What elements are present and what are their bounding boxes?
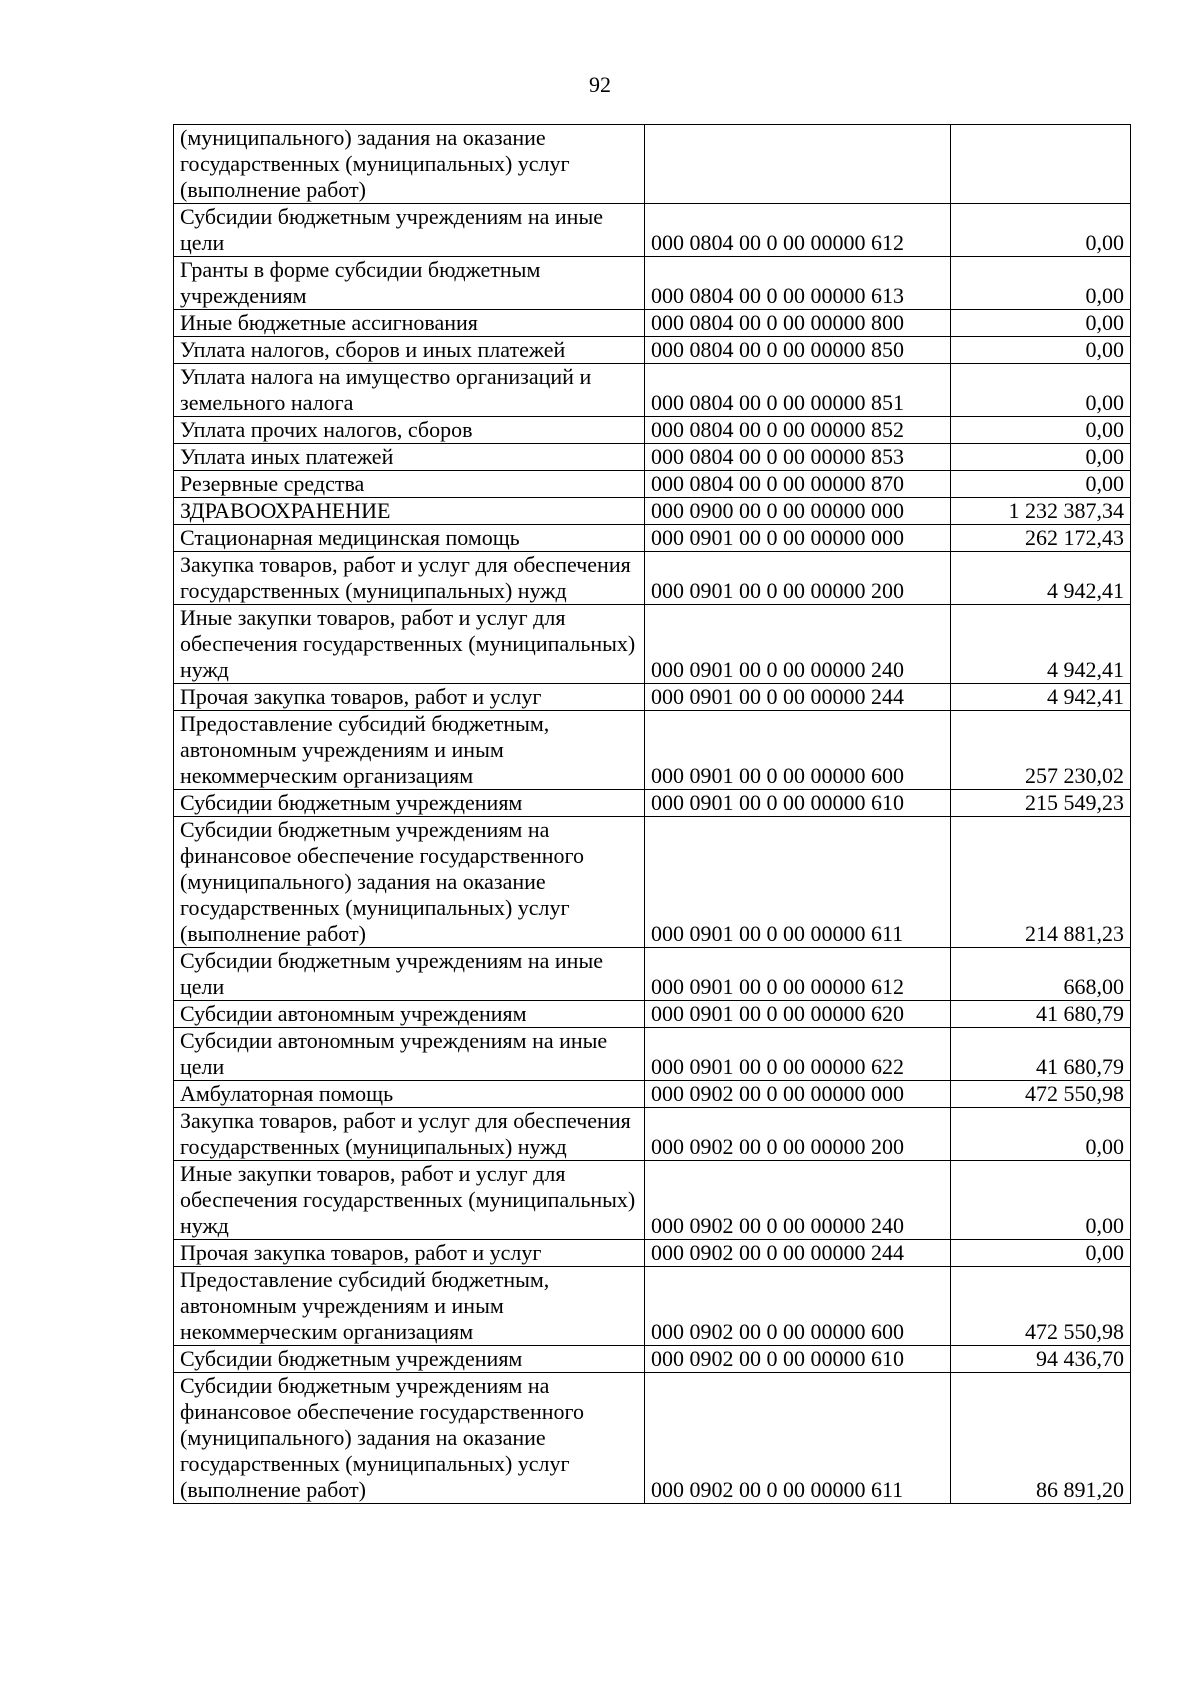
row-code-cell: 000 0804 00 0 00 00000 853 xyxy=(645,444,951,471)
row-code-cell: 000 0901 00 0 00 00000 600 xyxy=(645,711,951,790)
row-name-cell: Стационарная медицинская помощь xyxy=(174,525,645,552)
row-code-cell: 000 0901 00 0 00 00000 200 xyxy=(645,552,951,605)
row-amount-cell xyxy=(951,125,1131,204)
row-amount-cell: 94 436,70 xyxy=(951,1346,1131,1373)
row-amount-cell: 257 230,02 xyxy=(951,711,1131,790)
row-amount-cell: 4 942,41 xyxy=(951,684,1131,711)
table-row xyxy=(174,1346,1131,1373)
row-name-cell: Субсидии бюджетным учреждениям на финансовое обеспечение государственного (муниципального) задания на оказание государственных (муниципальных) услуг (выполнение работ) xyxy=(174,817,645,948)
table-row xyxy=(174,1001,1131,1028)
row-code-cell: 000 0902 00 0 00 00000 000 xyxy=(645,1081,951,1108)
table-row xyxy=(174,711,1131,790)
table-row xyxy=(174,948,1131,1001)
budget-table-body xyxy=(174,125,1131,1504)
table-row xyxy=(174,605,1131,684)
row-amount-cell: 4 942,41 xyxy=(951,552,1131,605)
table-row xyxy=(174,1028,1131,1081)
row-code-cell: 000 0901 00 0 00 00000 000 xyxy=(645,525,951,552)
row-name-cell: Прочая закупка товаров, работ и услуг xyxy=(174,1240,645,1267)
row-code-cell: 000 0902 00 0 00 00000 244 xyxy=(645,1240,951,1267)
table-row xyxy=(174,1240,1131,1267)
row-amount-cell: 0,00 xyxy=(951,1240,1131,1267)
row-amount-cell: 0,00 xyxy=(951,471,1131,498)
row-code-cell: 000 0901 00 0 00 00000 611 xyxy=(645,817,951,948)
table-row xyxy=(174,1267,1131,1346)
row-name-cell: Резервные средства xyxy=(174,471,645,498)
row-name-cell: Амбулаторная помощь xyxy=(174,1081,645,1108)
row-amount-cell: 0,00 xyxy=(951,204,1131,257)
row-name-cell: Прочая закупка товаров, работ и услуг xyxy=(174,684,645,711)
row-name-cell: Уплата налогов, сборов и иных платежей xyxy=(174,337,645,364)
row-amount-cell: 41 680,79 xyxy=(951,1028,1131,1081)
row-name-cell: Субсидии автономным учреждениям xyxy=(174,1001,645,1028)
row-name-cell: Уплата налога на имущество организаций и земельного налога xyxy=(174,364,645,417)
row-amount-cell: 0,00 xyxy=(951,310,1131,337)
table-row xyxy=(174,417,1131,444)
row-code-cell: 000 0902 00 0 00 00000 600 xyxy=(645,1267,951,1346)
table-row xyxy=(174,310,1131,337)
table-row xyxy=(174,337,1131,364)
table-row xyxy=(174,498,1131,525)
row-amount-cell: 1 232 387,34 xyxy=(951,498,1131,525)
row-name-cell: Субсидии бюджетным учреждениям xyxy=(174,790,645,817)
row-code-cell: 000 0901 00 0 00 00000 244 xyxy=(645,684,951,711)
row-amount-cell: 0,00 xyxy=(951,337,1131,364)
row-code-cell: 000 0902 00 0 00 00000 200 xyxy=(645,1108,951,1161)
row-name-cell: Закупка товаров, работ и услуг для обеспечения государственных (муниципальных) нужд xyxy=(174,552,645,605)
table-row xyxy=(174,684,1131,711)
row-code-cell: 000 0901 00 0 00 00000 610 xyxy=(645,790,951,817)
row-name-cell: Уплата прочих налогов, сборов xyxy=(174,417,645,444)
budget-table xyxy=(173,124,1131,1504)
row-code-cell: 000 0900 00 0 00 00000 000 xyxy=(645,498,951,525)
row-amount-cell: 214 881,23 xyxy=(951,817,1131,948)
row-amount-cell: 472 550,98 xyxy=(951,1267,1131,1346)
row-name-cell: Гранты в форме субсидии бюджетным учреждениям xyxy=(174,257,645,310)
table-row xyxy=(174,1081,1131,1108)
row-code-cell: 000 0804 00 0 00 00000 612 xyxy=(645,204,951,257)
row-name-cell: Иные закупки товаров, работ и услуг для обеспечения государственных (муниципальных) нужд xyxy=(174,1161,645,1240)
row-code-cell: 000 0902 00 0 00 00000 610 xyxy=(645,1346,951,1373)
row-amount-cell: 0,00 xyxy=(951,417,1131,444)
table-row xyxy=(174,817,1131,948)
row-code-cell: 000 0804 00 0 00 00000 613 xyxy=(645,257,951,310)
row-code-cell: 000 0804 00 0 00 00000 851 xyxy=(645,364,951,417)
row-amount-cell: 41 680,79 xyxy=(951,1001,1131,1028)
table-row xyxy=(174,204,1131,257)
table-row xyxy=(174,552,1131,605)
row-name-cell: Предоставление субсидий бюджетным, автономным учреждениям и иным некоммерческим организациям xyxy=(174,711,645,790)
table-row xyxy=(174,125,1131,204)
table-row xyxy=(174,471,1131,498)
table-row xyxy=(174,257,1131,310)
row-name-cell: ЗДРАВООХРАНЕНИЕ xyxy=(174,498,645,525)
row-name-cell: Иные бюджетные ассигнования xyxy=(174,310,645,337)
row-code-cell: 000 0901 00 0 00 00000 612 xyxy=(645,948,951,1001)
row-amount-cell: 0,00 xyxy=(951,1108,1131,1161)
row-name-cell: Закупка товаров, работ и услуг для обеспечения государственных (муниципальных) нужд xyxy=(174,1108,645,1161)
row-code-cell: 000 0804 00 0 00 00000 800 xyxy=(645,310,951,337)
row-name-cell: Иные закупки товаров, работ и услуг для обеспечения государственных (муниципальных) нужд xyxy=(174,605,645,684)
row-name-cell: Уплата иных платежей xyxy=(174,444,645,471)
row-name-cell: Субсидии бюджетным учреждениям на иные цели xyxy=(174,204,645,257)
row-name-cell: Субсидии бюджетным учреждениям на финансовое обеспечение государственного (муниципального) задания на оказание государственных (муниципальных) услуг (выполнение работ) xyxy=(174,1373,645,1504)
row-code-cell xyxy=(645,125,951,204)
row-code-cell: 000 0901 00 0 00 00000 620 xyxy=(645,1001,951,1028)
row-amount-cell: 0,00 xyxy=(951,444,1131,471)
row-code-cell: 000 0804 00 0 00 00000 852 xyxy=(645,417,951,444)
row-amount-cell: 0,00 xyxy=(951,257,1131,310)
row-amount-cell: 668,00 xyxy=(951,948,1131,1001)
table-row xyxy=(174,1108,1131,1161)
row-amount-cell: 472 550,98 xyxy=(951,1081,1131,1108)
row-code-cell: 000 0901 00 0 00 00000 240 xyxy=(645,605,951,684)
row-code-cell: 000 0901 00 0 00 00000 622 xyxy=(645,1028,951,1081)
table-row xyxy=(174,1373,1131,1504)
table-row xyxy=(174,444,1131,471)
row-code-cell: 000 0902 00 0 00 00000 611 xyxy=(645,1373,951,1504)
row-name-cell: Субсидии автономным учреждениям на иные цели xyxy=(174,1028,645,1081)
row-amount-cell: 0,00 xyxy=(951,364,1131,417)
row-amount-cell: 86 891,20 xyxy=(951,1373,1131,1504)
table-row xyxy=(174,364,1131,417)
table-row xyxy=(174,790,1131,817)
row-code-cell: 000 0804 00 0 00 00000 870 xyxy=(645,471,951,498)
row-name-cell: Субсидии бюджетным учреждениям на иные цели xyxy=(174,948,645,1001)
row-name-cell: Предоставление субсидий бюджетным, автономным учреждениям и иным некоммерческим организациям xyxy=(174,1267,645,1346)
row-code-cell: 000 0804 00 0 00 00000 850 xyxy=(645,337,951,364)
table-row xyxy=(174,525,1131,552)
row-amount-cell: 262 172,43 xyxy=(951,525,1131,552)
row-amount-cell: 0,00 xyxy=(951,1161,1131,1240)
row-name-cell: Субсидии бюджетным учреждениям xyxy=(174,1346,645,1373)
table-row xyxy=(174,1161,1131,1240)
page-number: 92 xyxy=(589,72,611,97)
row-amount-cell: 215 549,23 xyxy=(951,790,1131,817)
row-name-cell: (муниципального) задания на оказание государственных (муниципальных) услуг (выполнение работ) xyxy=(174,125,645,204)
row-amount-cell: 4 942,41 xyxy=(951,605,1131,684)
row-code-cell: 000 0902 00 0 00 00000 240 xyxy=(645,1161,951,1240)
